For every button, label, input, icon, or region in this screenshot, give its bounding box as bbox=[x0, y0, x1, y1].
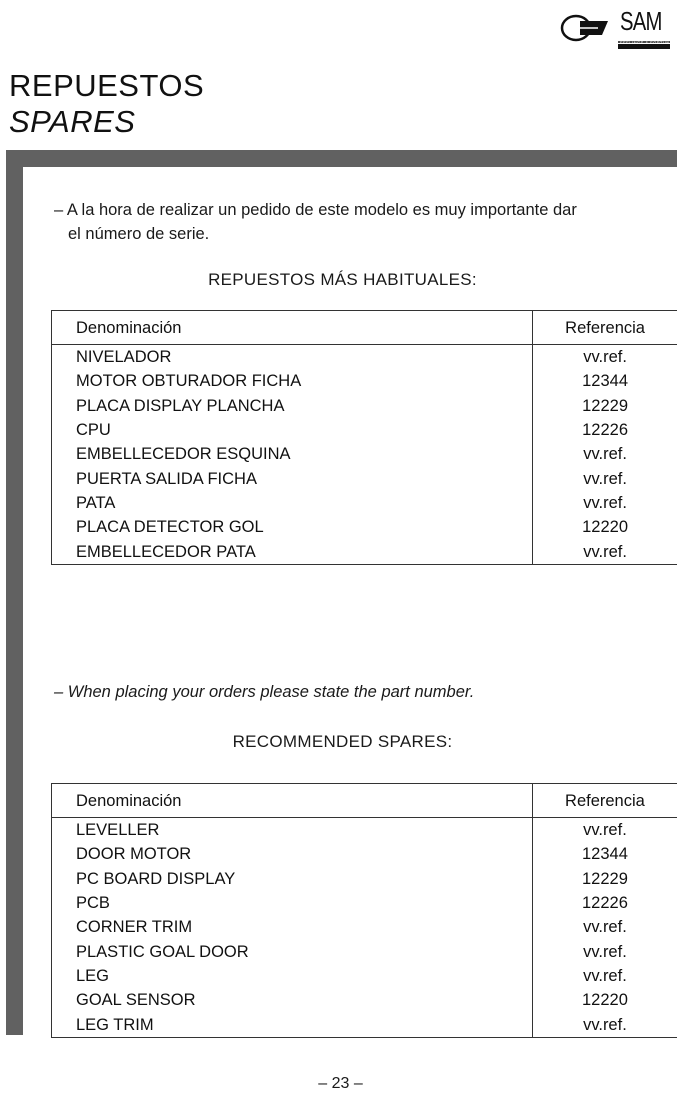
column-header-name: Denominación bbox=[52, 311, 533, 345]
page-title-spanish: REPUESTOS bbox=[9, 68, 205, 103]
table-row bbox=[52, 418, 677, 442]
part-reference: 12229 bbox=[533, 394, 677, 418]
table-row bbox=[52, 442, 677, 466]
page-title-english: SPARES bbox=[9, 104, 136, 139]
table-row bbox=[52, 394, 677, 418]
part-name: EMBELLECEDOR PATA bbox=[52, 539, 533, 564]
table-header-row bbox=[52, 311, 677, 345]
logo-text: SAM bbox=[620, 6, 662, 36]
part-reference: vv.ref. bbox=[533, 539, 677, 564]
table-row bbox=[52, 369, 677, 393]
table-row bbox=[52, 1012, 677, 1037]
part-reference: vv.ref. bbox=[533, 442, 677, 466]
table-row bbox=[52, 515, 677, 539]
part-reference: 12344 bbox=[533, 369, 677, 393]
part-name: PUERTA SALIDA FICHA bbox=[52, 466, 533, 490]
part-reference: vv.ref. bbox=[533, 466, 677, 490]
table-row bbox=[52, 915, 677, 939]
column-header-reference: Referencia bbox=[532, 784, 677, 818]
part-reference: vv.ref. bbox=[532, 818, 677, 843]
spanish-spares-table bbox=[51, 310, 677, 565]
column-header-reference: Referencia bbox=[533, 311, 677, 345]
part-reference: 12226 bbox=[532, 891, 677, 915]
table-row bbox=[52, 939, 677, 963]
table-row bbox=[52, 466, 677, 490]
part-name: CORNER TRIM bbox=[52, 915, 533, 939]
table-row bbox=[52, 891, 677, 915]
table-row bbox=[52, 842, 677, 866]
page-number: – 23 – bbox=[318, 1075, 363, 1092]
column-header-name: Denominación bbox=[52, 784, 533, 818]
part-reference: vv.ref. bbox=[533, 491, 677, 515]
part-reference: vv.ref. bbox=[532, 915, 677, 939]
part-name: PLACA DISPLAY PLANCHA bbox=[52, 394, 533, 418]
table-header-row bbox=[52, 784, 677, 818]
part-name: PC BOARD DISPLAY bbox=[52, 867, 533, 891]
english-spares-heading: RECOMMENDED SPARES: bbox=[232, 732, 453, 751]
english-spares-table bbox=[51, 783, 677, 1038]
spanish-note-line-1: – A la hora de realizar un pedido de este modelo es muy importante dar bbox=[54, 201, 577, 219]
spanish-note-line-2: el número de serie. bbox=[68, 225, 210, 243]
part-name: PLASTIC GOAL DOOR bbox=[52, 939, 533, 963]
part-reference: 12226 bbox=[533, 418, 677, 442]
part-name: LEVELLER bbox=[52, 818, 533, 843]
table-row bbox=[52, 988, 677, 1012]
part-reference: 12220 bbox=[533, 515, 677, 539]
part-name: PCB bbox=[52, 891, 533, 915]
part-name: NIVELADOR bbox=[52, 345, 533, 370]
part-reference: vv.ref. bbox=[532, 939, 677, 963]
part-name: PLACA DETECTOR GOL bbox=[52, 515, 533, 539]
top-frame-bar bbox=[6, 150, 677, 167]
part-name: DOOR MOTOR bbox=[52, 842, 533, 866]
part-name: CPU bbox=[52, 418, 533, 442]
sam-logo bbox=[558, 6, 673, 50]
table-row bbox=[52, 818, 677, 843]
part-name: PATA bbox=[52, 491, 533, 515]
part-reference: vv.ref. bbox=[533, 345, 677, 370]
table-row bbox=[52, 867, 677, 891]
logo-tagline: FEELINGS & FORTUNE bbox=[620, 40, 673, 45]
spanish-order-note bbox=[54, 198, 677, 246]
part-reference: 12344 bbox=[532, 842, 677, 866]
part-name: MOTOR OBTURADOR FICHA bbox=[52, 369, 533, 393]
english-order-note: – When placing your orders please state the part number. bbox=[54, 683, 475, 701]
spanish-spares-heading: REPUESTOS MÁS HABITUALES: bbox=[208, 270, 477, 289]
part-name: LEG bbox=[52, 964, 533, 988]
table-row bbox=[52, 964, 677, 988]
table-row bbox=[52, 539, 677, 564]
table-row bbox=[52, 345, 677, 370]
part-reference: vv.ref. bbox=[532, 964, 677, 988]
part-reference: 12220 bbox=[532, 988, 677, 1012]
table-row bbox=[52, 491, 677, 515]
part-reference: 12229 bbox=[532, 867, 677, 891]
part-reference: vv.ref. bbox=[532, 1012, 677, 1037]
part-name: LEG TRIM bbox=[52, 1012, 533, 1037]
part-name: GOAL SENSOR bbox=[52, 988, 533, 1012]
part-name: EMBELLECEDOR ESQUINA bbox=[52, 442, 533, 466]
